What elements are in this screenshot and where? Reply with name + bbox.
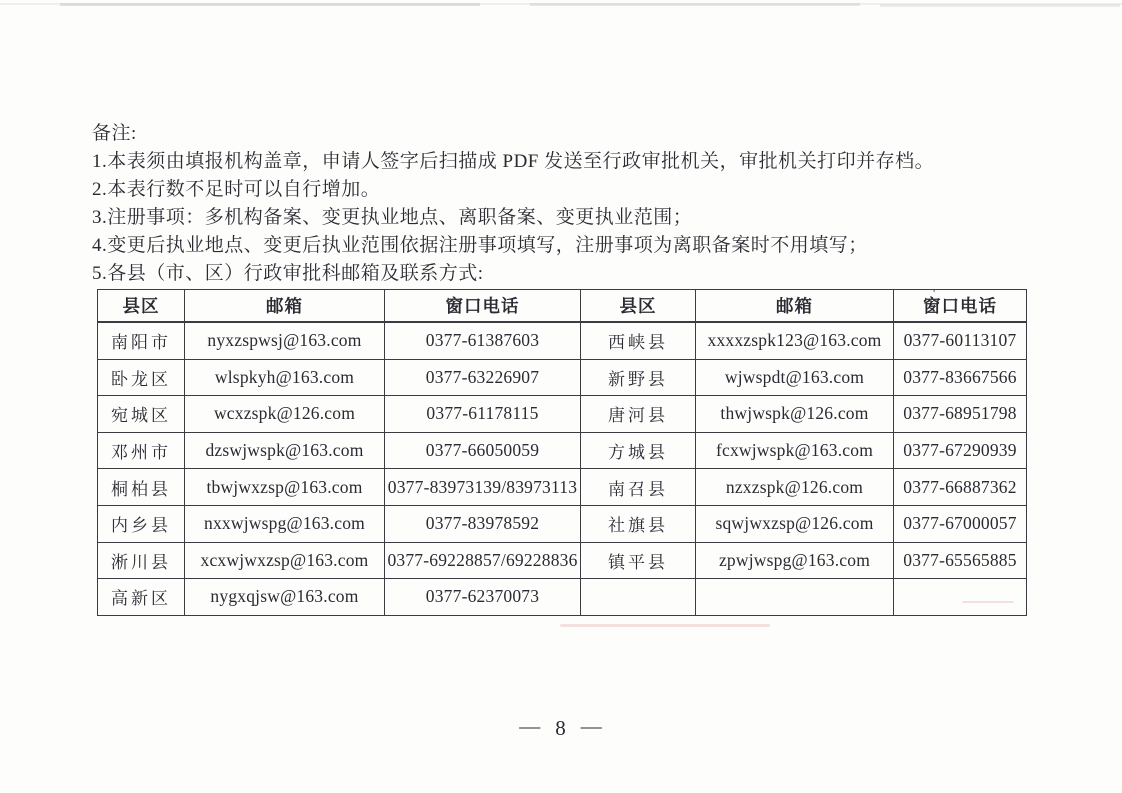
email-cell: nzxzspk@126.com	[696, 469, 894, 506]
phone-cell: 0377-60113107	[894, 322, 1027, 359]
notes-title: 备注:	[92, 123, 137, 144]
district-cell: 邓州市	[98, 432, 185, 469]
district-cell	[581, 579, 696, 616]
phone-cell: 0377-66887362	[894, 469, 1027, 506]
table-row	[98, 469, 1027, 506]
page-number-dash-left: —	[519, 714, 542, 738]
phone-cell: 0377-66050059	[385, 432, 581, 469]
page-number-value: 8	[555, 716, 567, 740]
email-cell	[696, 579, 894, 616]
email-cell: wlspkyh@163.com	[185, 359, 385, 396]
notes-section	[92, 120, 1052, 288]
note-item-5: 5.各县（市、区）行政审批科邮箱及联系方式:	[92, 263, 484, 284]
district-cell: 高新区	[98, 579, 185, 616]
table-row	[98, 542, 1027, 579]
scan-artifact	[60, 3, 480, 6]
column-header-email: 邮箱	[185, 290, 385, 323]
phone-cell: 0377-67000057	[894, 505, 1027, 542]
table-row	[98, 359, 1027, 396]
email-cell: zpwjwspg@163.com	[696, 542, 894, 579]
column-header-phone: 窗口电话	[385, 290, 581, 323]
phone-cell: 0377-63226907	[385, 359, 581, 396]
table-row	[98, 505, 1027, 542]
email-cell: xcxwjwxzsp@163.com	[185, 542, 385, 579]
phone-cell: 0377-65565885	[894, 542, 1027, 579]
district-cell: 内乡县	[98, 505, 185, 542]
table-row	[98, 432, 1027, 469]
note-item-3: 3.注册事项：多机构备案、变更执业地点、离职备案、变更执业范围；	[92, 207, 693, 228]
table-body	[98, 322, 1027, 615]
phone-cell: 0377-69228857/69228836	[385, 542, 581, 579]
district-cell: 唐河县	[581, 396, 696, 433]
table-row	[98, 579, 1027, 616]
note-item-2: 2.本表行数不足时可以自行增加。	[92, 179, 381, 200]
district-cell: 宛城区	[98, 396, 185, 433]
email-cell: thwjwspk@126.com	[696, 396, 894, 433]
district-cell: 社旗县	[581, 505, 696, 542]
phone-cell: 0377-67290939	[894, 432, 1027, 469]
email-cell: tbwjwxzsp@163.com	[185, 469, 385, 506]
phone-cell: 0377-61387603	[385, 322, 581, 359]
scan-artifact: '	[933, 286, 936, 300]
district-cell: 桐柏县	[98, 469, 185, 506]
email-cell: nyxzspwsj@163.com	[185, 322, 385, 359]
column-header-district: 县区	[581, 290, 696, 323]
email-cell: fcxwjwspk@163.com	[696, 432, 894, 469]
column-header-district: 县区	[98, 290, 185, 323]
table-row	[98, 322, 1027, 359]
phone-cell	[894, 579, 1027, 616]
scan-artifact	[530, 3, 860, 6]
email-cell: wcxzspk@126.com	[185, 396, 385, 433]
district-cell: 方城县	[581, 432, 696, 469]
phone-cell: 0377-62370073	[385, 579, 581, 616]
phone-cell: 0377-61178115	[385, 396, 581, 433]
table-header-row	[98, 290, 1027, 323]
page-number	[0, 716, 1122, 741]
district-cell: 南召县	[581, 469, 696, 506]
district-cell: 西峡县	[581, 322, 696, 359]
district-cell: 卧龙区	[98, 359, 185, 396]
contact-table	[97, 289, 1027, 616]
district-cell: 新野县	[581, 359, 696, 396]
email-cell: dzswjwspk@163.com	[185, 432, 385, 469]
scan-artifact	[880, 4, 1120, 7]
column-header-email: 邮箱	[696, 290, 894, 323]
email-cell: sqwjwxzsp@126.com	[696, 505, 894, 542]
scan-artifact	[560, 624, 770, 627]
phone-cell: 0377-83978592	[385, 505, 581, 542]
district-cell: 淅川县	[98, 542, 185, 579]
email-cell: nxxwjwspg@163.com	[185, 505, 385, 542]
note-item-4: 4.变更后执业地点、变更后执业范围依据注册事项填写，注册事项为离职备案时不用填写；	[92, 235, 868, 256]
table-row	[98, 396, 1027, 433]
phone-cell: 0377-83973139/83973113	[385, 469, 581, 506]
note-item-1: 1.本表须由填报机构盖章，申请人签字后扫描成 PDF 发送至行政审批机关，审批机关打印并存档。	[92, 151, 935, 172]
email-cell: wjwspdt@163.com	[696, 359, 894, 396]
email-cell: xxxxzspk123@163.com	[696, 322, 894, 359]
email-cell: nygxqjsw@163.com	[185, 579, 385, 616]
district-cell: 南阳市	[98, 322, 185, 359]
phone-cell: 0377-83667566	[894, 359, 1027, 396]
district-cell: 镇平县	[581, 542, 696, 579]
column-header-phone: 窗口电话	[894, 290, 1027, 323]
page-number-dash-right: —	[580, 714, 603, 738]
phone-cell: 0377-68951798	[894, 396, 1027, 433]
